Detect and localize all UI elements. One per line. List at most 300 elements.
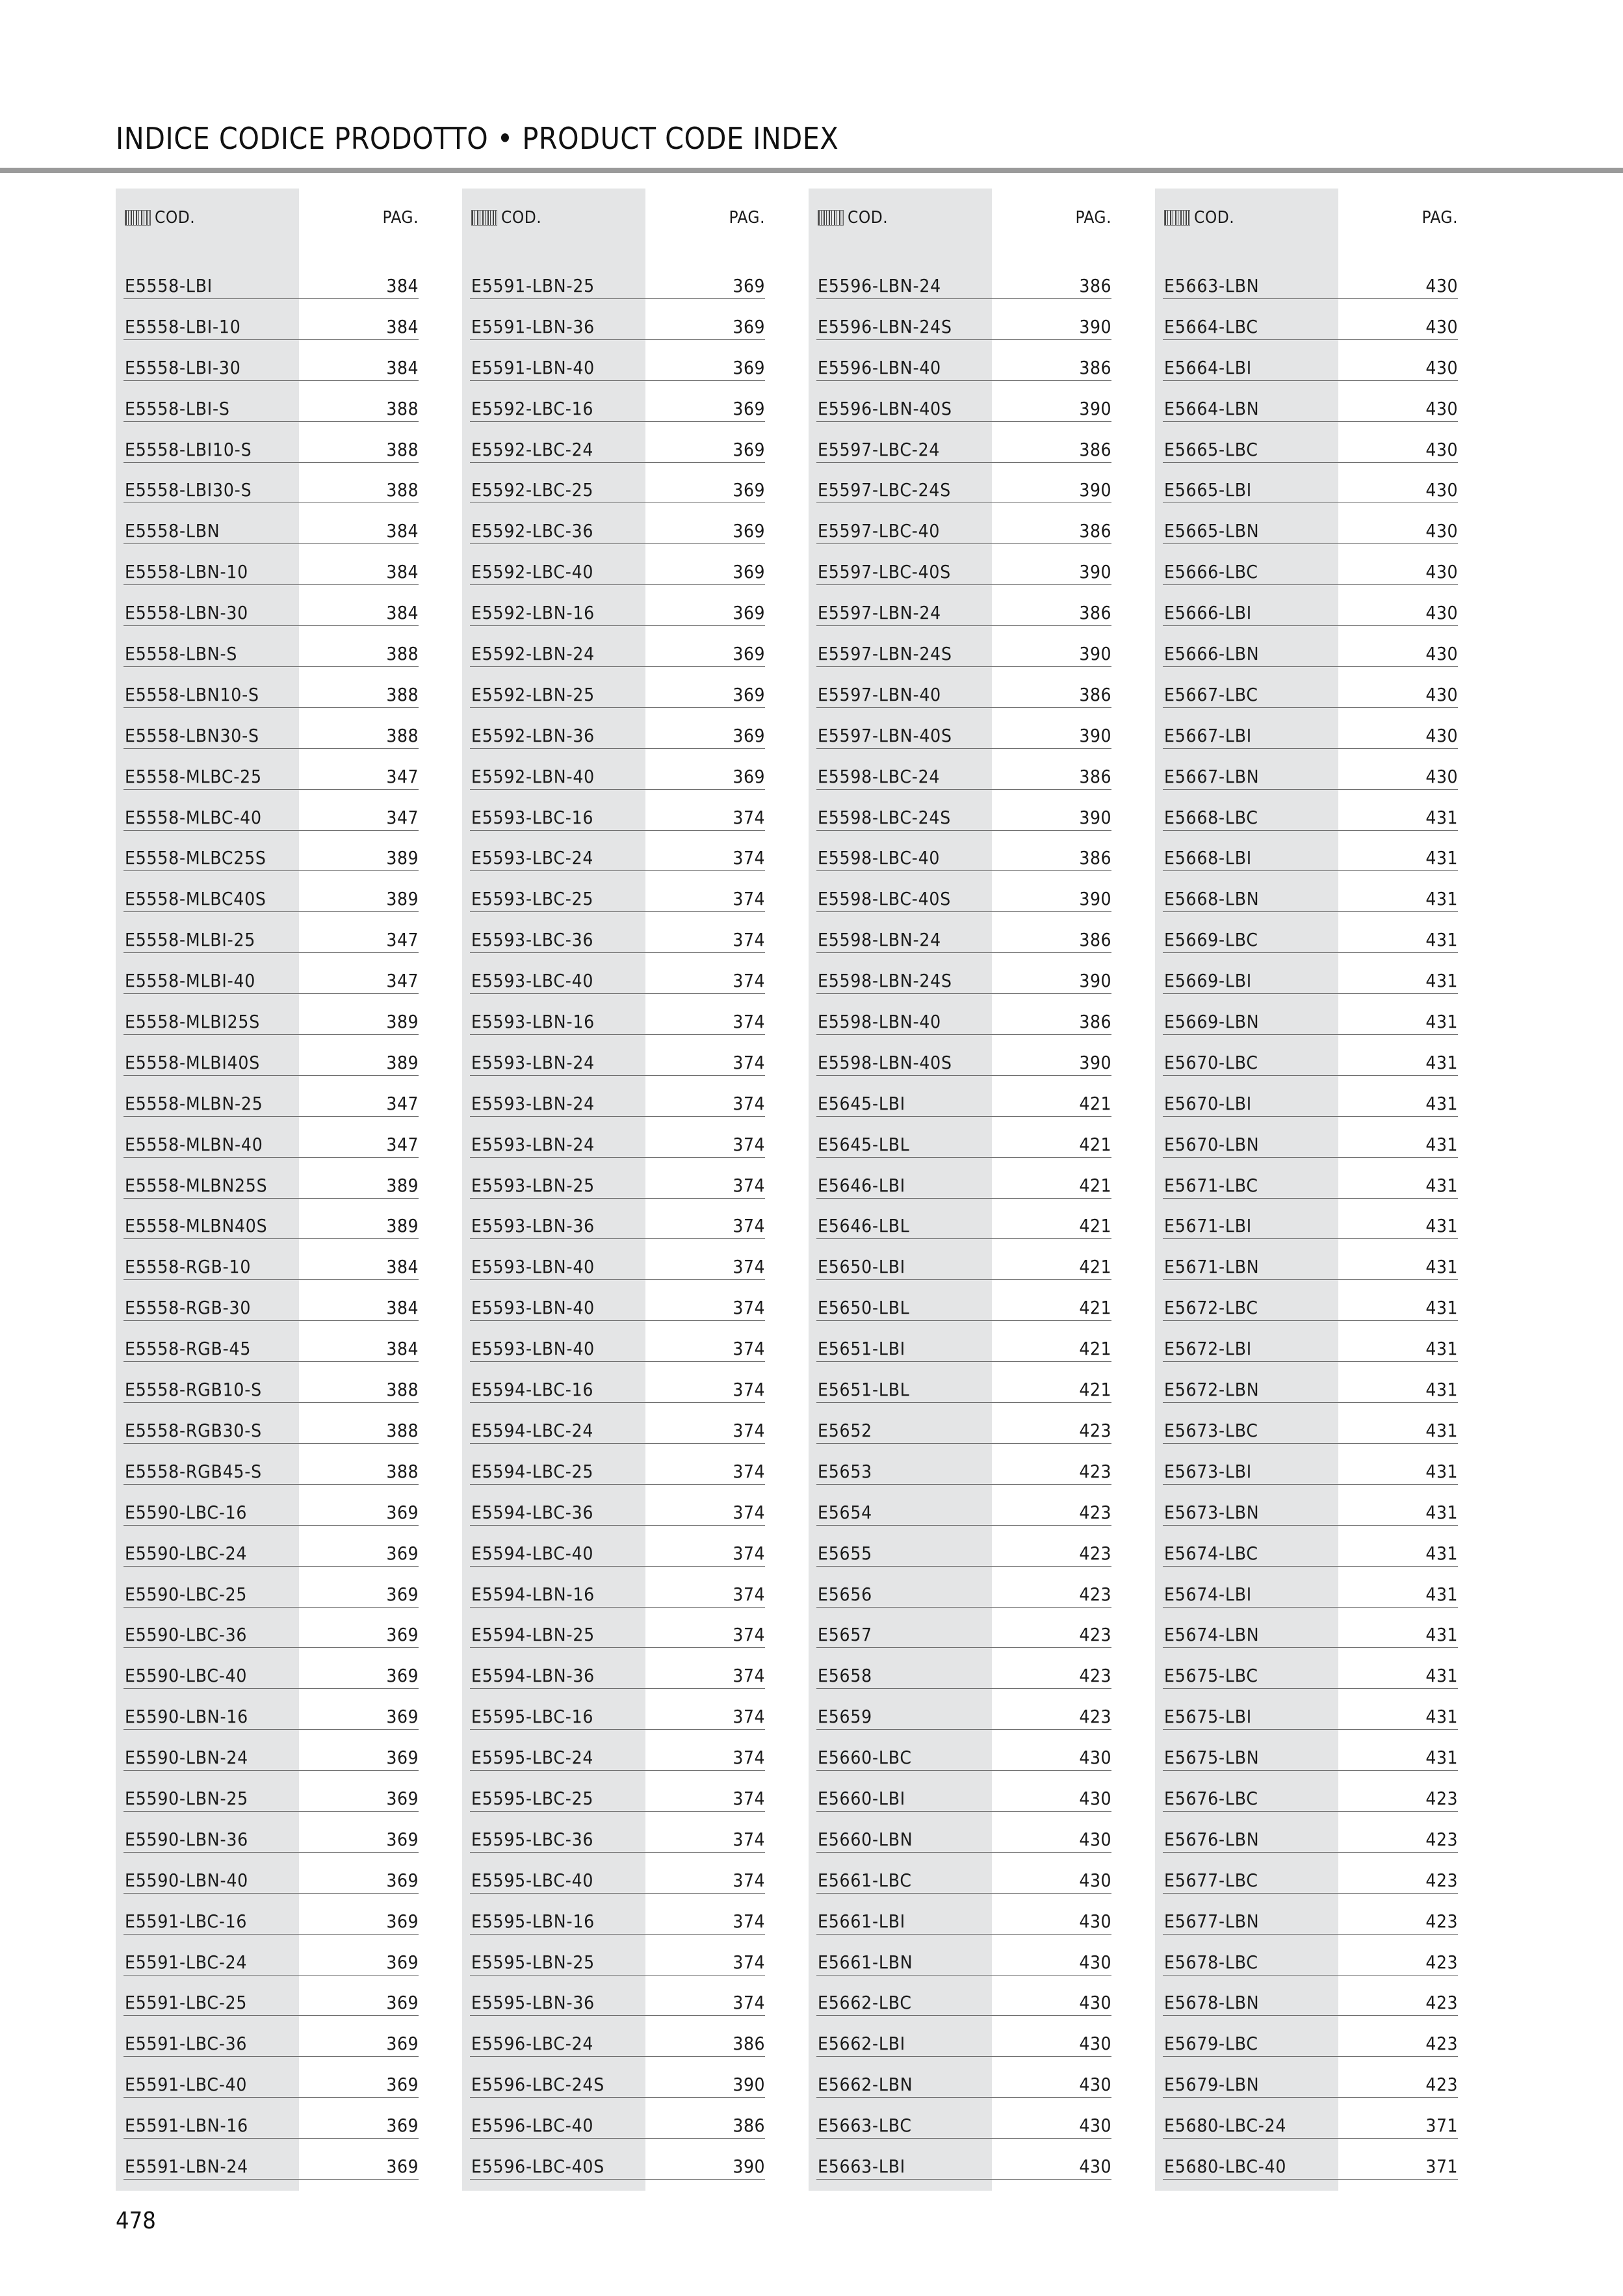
row-divider [123,1361,419,1362]
page-reference: 430 [1425,275,1458,296]
page-reference: 423 [1079,1542,1111,1564]
page-reference: 369 [733,438,765,460]
page-reference: 430 [1425,520,1458,542]
row-divider [1163,1688,1458,1689]
product-code: E5558-LBN [125,520,220,542]
row-divider [816,707,1111,708]
index-row [116,924,419,965]
index-row [462,1987,765,2028]
product-code: E5593-LBN-40 [471,1256,595,1278]
index-row [462,556,765,597]
row-divider [123,380,419,381]
page-header-label: PAG. [382,208,419,228]
row-divider [816,1402,1111,1403]
page-reference: 374 [733,1297,765,1319]
index-row [809,1823,1111,1864]
index-row [116,1047,419,1088]
page-reference: 374 [733,1910,765,1932]
row-divider [816,380,1111,381]
product-code: E5595-LBC-24 [471,1747,594,1769]
index-row [809,679,1111,720]
row-divider [123,1934,419,1935]
index-row [116,1496,419,1537]
product-code: E5558-MLBC25S [125,847,266,869]
row-divider [470,2015,765,2016]
index-row [116,2068,419,2109]
index-row [1155,474,1458,515]
page-reference: 374 [733,888,765,910]
product-code: E5597-LBC-24 [818,438,941,460]
page-reference: 430 [1079,1747,1111,1769]
product-code: E5596-LBN-40S [818,397,952,419]
index-row [116,2028,419,2068]
product-code: E5558-LBN30-S [125,724,259,746]
product-code: E5675-LBC [1164,1665,1258,1687]
row-divider [123,1607,419,1608]
row-divider [123,1279,419,1280]
index-row [1155,883,1458,924]
page-number: 478 [116,2208,156,2234]
product-code: E5671-LBN [1164,1256,1260,1278]
product-code: E5558-LBI30-S [125,479,252,501]
index-row [809,1047,1111,1088]
page-reference: 431 [1425,1419,1458,1441]
row-divider [470,1729,765,1730]
page-reference: 347 [386,1133,419,1155]
row-divider [816,1566,1111,1567]
row-divider [470,1893,765,1894]
row-divider [816,421,1111,422]
product-code: E5558-RGB30-S [125,1419,262,1441]
row-divider [1163,952,1458,953]
row-divider [1163,911,1458,912]
row-divider [123,830,419,831]
page-reference: 369 [386,1828,419,1850]
index-row [116,1742,419,1782]
product-code: E5594-LBC-24 [471,1419,594,1441]
row-divider [816,789,1111,790]
index-row [116,802,419,842]
product-code: E5558-LBI-30 [125,356,241,378]
row-divider [816,1279,1111,1280]
index-row [809,1333,1111,1374]
product-code: E5677-LBC [1164,1869,1258,1891]
product-code: E5654 [818,1501,873,1523]
page-reference: 369 [386,1869,419,1891]
page-reference: 347 [386,1092,419,1114]
row-divider [123,1688,419,1689]
index-row [809,1905,1111,1946]
product-code: E5664-LBI [1164,356,1253,378]
product-code: E5590-LBC-36 [125,1624,248,1646]
product-code: E5558-LBI [125,275,213,296]
page-reference: 431 [1425,1460,1458,1482]
row-divider [1163,1157,1458,1158]
index-row [116,1782,419,1823]
index-row [1155,1210,1458,1251]
index-row [462,311,765,352]
index-row [116,393,419,434]
row-divider [816,1443,1111,1444]
row-divider [1163,1443,1458,1444]
index-row [809,352,1111,393]
index-row [116,761,419,802]
page-reference: 386 [1079,275,1111,296]
product-code: E5645-LBI [818,1092,906,1114]
row-divider [816,1893,1111,1894]
row-divider [1163,1852,1458,1853]
product-code: E5558-MLBI-40 [125,970,256,992]
product-code: E5673-LBI [1164,1460,1253,1482]
product-code: E5646-LBL [818,1215,910,1237]
index-row [1155,924,1458,965]
index-row [809,1006,1111,1047]
page-reference: 369 [386,1910,419,1932]
index-row [1155,1006,1458,1047]
page-reference: 384 [386,602,419,624]
index-row [116,1701,419,1742]
product-code: E5597-LBN-40S [818,724,952,746]
index-row [809,1864,1111,1905]
page-reference: 374 [733,1542,765,1564]
product-code: E5598-LBC-40 [818,847,941,869]
index-row [1155,842,1458,883]
row-divider [123,2097,419,2098]
page-reference: 389 [386,1215,419,1237]
row-divider [470,707,765,708]
index-row [809,1088,1111,1128]
page-reference: 369 [386,1583,419,1605]
row-divider [1163,1034,1458,1035]
page-reference: 388 [386,724,419,746]
index-row [809,1619,1111,1660]
page-reference: 390 [1079,970,1111,992]
product-code: E5661-LBC [818,1869,912,1891]
product-code: E5679-LBN [1164,2074,1260,2096]
row-divider [816,502,1111,503]
row-divider [123,1034,419,1035]
product-code: E5593-LBN-40 [471,1338,595,1360]
row-divider [123,789,419,790]
page-reference: 423 [1425,2074,1458,2096]
index-row [462,1946,765,1987]
index-row [462,1701,765,1742]
page-reference: 430 [1079,1951,1111,1973]
row-divider [123,502,419,503]
row-divider [1163,339,1458,340]
index-row [462,1333,765,1374]
index-row [1155,311,1458,352]
index-row [809,1128,1111,1169]
product-code: E5669-LBN [1164,1011,1260,1033]
index-row [462,270,765,311]
page-reference: 430 [1079,2033,1111,2055]
index-row [462,1251,765,1292]
product-code: E5598-LBC-24S [818,806,952,828]
index-row [809,393,1111,434]
product-code: E5670-LBI [1164,1092,1253,1114]
row-divider [470,1320,765,1321]
product-code: E5558-MLBN-40 [125,1133,263,1155]
page-reference: 374 [733,1583,765,1605]
row-divider [123,1075,419,1076]
index-row [1155,270,1458,311]
index-row [809,1701,1111,1742]
index-row [1155,802,1458,842]
page-reference: 431 [1425,1379,1458,1401]
index-row [462,965,765,1006]
page-reference: 386 [1079,847,1111,869]
product-code: E5558-MLBN-25 [125,1092,263,1114]
index-column-4 [1155,189,1458,2191]
row-divider [1163,1811,1458,1812]
code-header [125,208,195,228]
index-row [1155,352,1458,393]
title-rule [0,168,1623,173]
page-reference: 374 [733,806,765,828]
index-row [1155,1047,1458,1088]
index-row [462,2028,765,2068]
product-code: E5593-LBN-24 [471,1051,595,1073]
product-code: E5558-LBI-S [125,397,230,419]
row-divider [123,748,419,749]
index-row [462,515,765,556]
row-divider [123,993,419,994]
row-divider [816,298,1111,299]
row-divider [470,1402,765,1403]
index-row [1155,393,1458,434]
product-code: E5558-LBI10-S [125,438,252,460]
row-divider [1163,1320,1458,1321]
code-header-label: COD. [1194,208,1235,228]
product-code: E5594-LBC-25 [471,1460,594,1482]
page-reference: 384 [386,275,419,296]
index-row [809,556,1111,597]
code-header-label: COD. [155,208,196,228]
row-divider [470,1361,765,1362]
page-reference: 421 [1079,1338,1111,1360]
product-code: E5558-RGB45-S [125,1460,262,1482]
product-code: E5597-LBN-24 [818,602,941,624]
page-reference: 423 [1079,1501,1111,1523]
row-divider [470,1443,765,1444]
page-reference: 369 [733,275,765,296]
row-divider [1163,1484,1458,1485]
product-code: E5558-RGB-30 [125,1297,252,1319]
row-divider [1163,2097,1458,2098]
row-divider [470,1934,765,1935]
page-reference: 369 [386,1747,419,1769]
page-reference: 369 [733,356,765,378]
index-row [462,474,765,515]
product-code: E5666-LBN [1164,643,1260,665]
page-reference: 421 [1079,1256,1111,1278]
row-divider [1163,1525,1458,1526]
index-row [116,270,419,311]
product-code: E5598-LBN-40 [818,1011,941,1033]
index-row [809,761,1111,802]
row-divider [123,1443,419,1444]
index-row [1155,1660,1458,1701]
index-row [809,883,1111,924]
product-code: E5592-LBC-40 [471,561,594,583]
barcode-icon [1164,210,1190,226]
row-divider [470,625,765,626]
row-divider [123,1238,419,1239]
product-code: E5677-LBN [1164,1910,1260,1932]
index-row [1155,1292,1458,1333]
row-divider [470,952,765,953]
product-code: E5650-LBI [818,1256,906,1278]
row-divider [123,1484,419,1485]
page-reference: 430 [1425,479,1458,501]
row-divider [816,1811,1111,1812]
product-code: E5667-LBC [1164,683,1258,705]
page-reference: 390 [733,2074,765,2096]
page-reference: 347 [386,929,419,951]
row-divider [816,1525,1111,1526]
product-code: E5591-LBN-24 [125,2155,248,2177]
page-reference: 374 [733,1624,765,1646]
page-reference: 423 [1425,1910,1458,1932]
product-code: E5666-LBC [1164,561,1258,583]
code-header [818,208,888,228]
product-code: E5676-LBC [1164,1787,1258,1809]
page-reference: 423 [1079,1706,1111,1728]
page-reference: 431 [1425,888,1458,910]
row-divider [470,1525,765,1526]
row-divider [470,339,765,340]
index-row [462,1660,765,1701]
product-code: E5658 [818,1665,873,1687]
row-divider [1163,1075,1458,1076]
index-row [1155,2109,1458,2150]
index-row [462,434,765,475]
index-row [809,2150,1111,2191]
index-row [116,2109,419,2150]
product-code: E5558-MLBC40S [125,888,266,910]
page-reference: 386 [1079,356,1111,378]
product-code: E5668-LBI [1164,847,1253,869]
index-row [462,842,765,883]
product-code: E5558-MLBI-25 [125,929,256,951]
product-code: E5597-LBC-40S [818,561,952,583]
index-row [462,1047,765,1088]
product-code: E5558-MLBI40S [125,1051,261,1073]
page-reference: 374 [733,970,765,992]
barcode-icon [471,210,497,226]
row-divider [816,952,1111,953]
page-reference: 374 [733,1501,765,1523]
page-reference: 374 [733,1419,765,1441]
page-reference: 390 [1079,806,1111,828]
product-code: E5680-LBC-40 [1164,2155,1287,2177]
product-code: E5558-MLBN25S [125,1174,268,1196]
row-divider [470,1075,765,1076]
row-divider [1163,993,1458,994]
row-divider [123,2179,419,2180]
row-divider [123,462,419,463]
row-divider [470,1770,765,1771]
index-row [462,802,765,842]
row-divider [1163,584,1458,585]
page-reference: 369 [733,561,765,583]
product-code: E5596-LBN-40 [818,356,941,378]
row-divider [1163,543,1458,544]
index-row [809,1496,1111,1537]
page-reference: 374 [733,1092,765,1114]
row-divider [1163,2138,1458,2139]
row-divider [1163,1893,1458,1894]
product-code: E5558-MLBC-40 [125,806,262,828]
product-code: E5598-LBN-40S [818,1051,952,1073]
index-row [462,1455,765,1496]
page-reference: 431 [1425,1011,1458,1033]
row-divider [123,1198,419,1199]
row-divider [123,666,419,667]
page-reference: 430 [1079,1992,1111,2014]
index-row [116,2150,419,2191]
page-reference: 369 [733,315,765,337]
product-code: E5660-LBN [818,1828,913,1850]
product-code: E5595-LBN-16 [471,1910,595,1932]
index-row [116,1823,419,1864]
row-divider [816,1361,1111,1362]
index-row [462,2068,765,2109]
page-reference: 384 [386,356,419,378]
product-code: E5594-LBC-16 [471,1379,594,1401]
product-code: E5670-LBC [1164,1051,1258,1073]
row-divider [470,870,765,871]
product-code: E5590-LBN-25 [125,1787,248,1809]
row-divider [470,1279,765,1280]
index-row [462,1006,765,1047]
barcode-icon [818,210,844,226]
index-row [116,638,419,679]
product-code: E5669-LBC [1164,929,1258,951]
page-reference: 369 [733,643,765,665]
product-code: E5664-LBN [1164,397,1260,419]
product-code: E5661-LBI [818,1910,906,1932]
page-reference: 374 [733,1133,765,1155]
page-reference: 369 [733,602,765,624]
index-row [1155,1987,1458,2028]
index-row [116,1374,419,1415]
page-reference: 347 [386,970,419,992]
product-code: E5591-LBC-16 [125,1910,248,1932]
row-divider [816,1729,1111,1730]
index-row [1155,515,1458,556]
page-reference: 374 [733,1338,765,1360]
row-divider [1163,625,1458,626]
product-code: E5590-LBC-25 [125,1583,248,1605]
index-row [809,842,1111,883]
row-divider [123,298,419,299]
page-reference: 374 [733,1869,765,1891]
row-divider [816,1320,1111,1321]
index-row [116,1905,419,1946]
product-code: E5597-LBC-24S [818,479,952,501]
row-divider [1163,1975,1458,1976]
product-code: E5596-LBN-24 [818,275,941,296]
product-code: E5664-LBC [1164,315,1258,337]
page-title: INDICE CODICE PRODOTTO • PRODUCT CODE INDEX [116,121,839,156]
page-reference: 369 [733,765,765,787]
product-code: E5660-LBC [818,1747,912,1769]
row-divider [470,380,765,381]
product-code: E5667-LBN [1164,765,1260,787]
row-divider [1163,2179,1458,2180]
